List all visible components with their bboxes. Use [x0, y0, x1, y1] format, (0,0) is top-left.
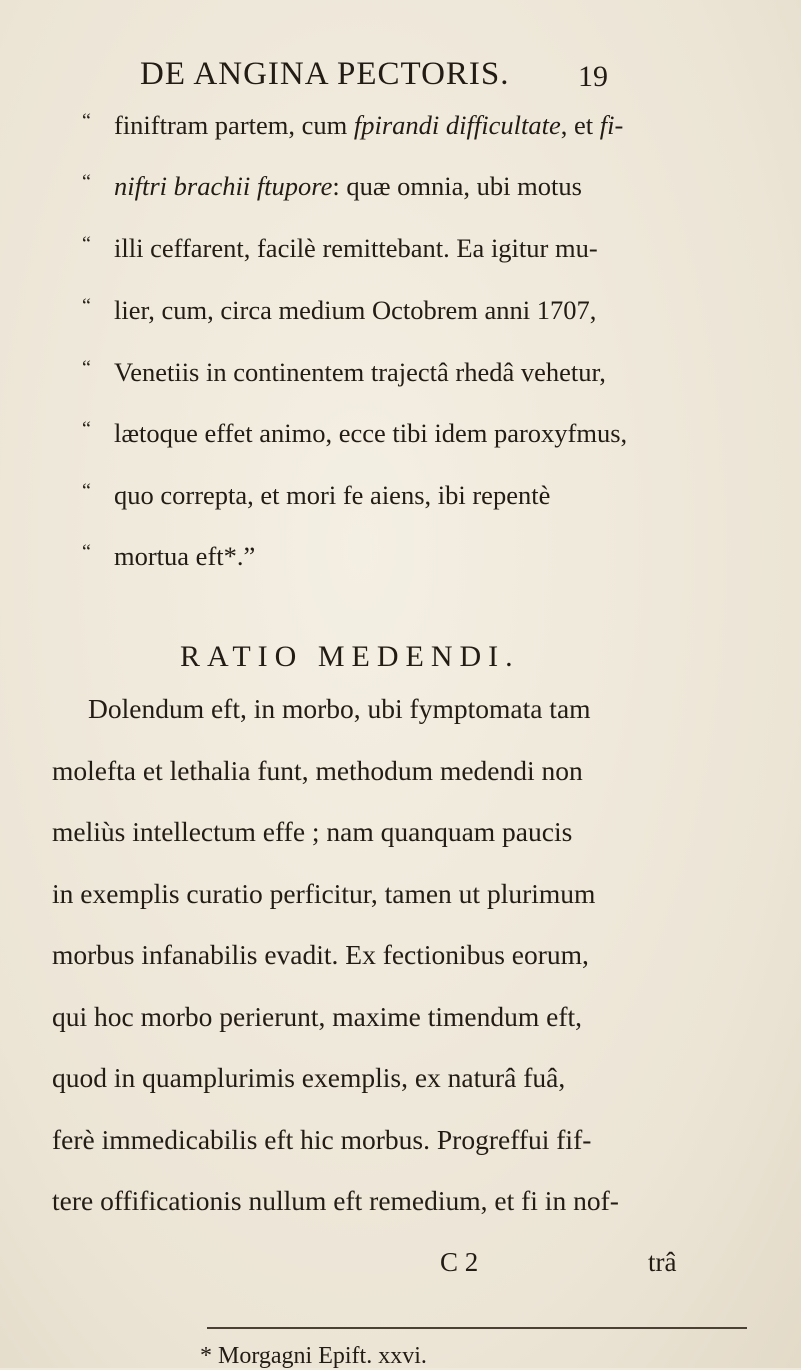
page-number: 19 [578, 60, 608, 93]
running-title: DE ANGINA PECTORIS. [140, 56, 510, 92]
paragraph-line: ferè immedicabilis eft hic morbus. Progreffui fif- [52, 1123, 592, 1155]
roman-text: illi ceffarent, facilè remittebant. Ea igitur mu- [114, 233, 598, 263]
paragraph-line: quod in quamplurimis exemplis, ex naturâ fuâ, [52, 1062, 566, 1093]
quote-mark: “ [82, 357, 91, 379]
roman-text: Venetiis in continentem trajectâ rhedâ vehetur, [114, 357, 606, 387]
roman-text: : quæ omnia, ubi motus [332, 171, 582, 201]
quote-mark: “ [82, 233, 91, 255]
signature-mark: C 2 [440, 1247, 479, 1277]
quote-mark: “ [82, 110, 91, 132]
roman-text: mortua eft*.” [114, 541, 256, 571]
quote-text [114, 418, 627, 449]
quote-mark: “ [82, 541, 91, 563]
italic-text: fi- [599, 110, 624, 140]
paragraph-line: Dolendum eft, in morbo, ubi fymptomata tam [88, 693, 591, 724]
paragraph-line: tere offificationis nullum eft remedium, et fi in nof- [52, 1185, 619, 1216]
paragraph-line: molefta et lethalia funt, methodum medendi non [52, 754, 583, 786]
quote-text [114, 110, 623, 141]
italic-text: niftri brachii ftupore [114, 171, 333, 201]
paragraph-line: in exemplis curatio perficitur, tamen ut plurimum [52, 877, 596, 909]
roman-text: lætoque effet animo, ecce tibi idem paroxyfmus, [114, 418, 628, 448]
catchword: trâ [648, 1247, 677, 1277]
quote-mark: “ [82, 295, 91, 317]
paragraph-line: qui hoc morbo perierunt, maxime timendum eft, [52, 1000, 583, 1032]
roman-text: quo correpta, et mori fe aiens, ibi repentè [114, 480, 551, 510]
quote-text [114, 233, 598, 264]
paragraph-line: morbus infanabilis evadit. Ex fectionibus eorum, [52, 939, 589, 970]
running-header [0, 56, 801, 96]
section-heading: RATIO MEDENDI. [180, 640, 520, 673]
roman-text: finiftram partem, cum [114, 110, 354, 140]
footnote: * Morgagni Epift. xxvi. [200, 1343, 427, 1369]
roman-text: lier, cum, circa medium Octobrem anni 1707, [114, 295, 597, 325]
quote-mark: “ [82, 480, 91, 502]
quote-text [114, 357, 606, 388]
roman-text: , et [560, 110, 600, 140]
paragraph-line: meliùs intellectum effe ; nam quanquam paucis [52, 816, 573, 847]
quote-text [114, 295, 596, 326]
quote-text [114, 541, 255, 572]
quote-text [114, 480, 550, 511]
footnote-rule [207, 1327, 747, 1329]
quote-text [114, 171, 582, 202]
italic-text: fpirandi difficultate [353, 110, 561, 140]
quote-mark: “ [82, 171, 91, 193]
quote-mark: “ [82, 418, 91, 440]
